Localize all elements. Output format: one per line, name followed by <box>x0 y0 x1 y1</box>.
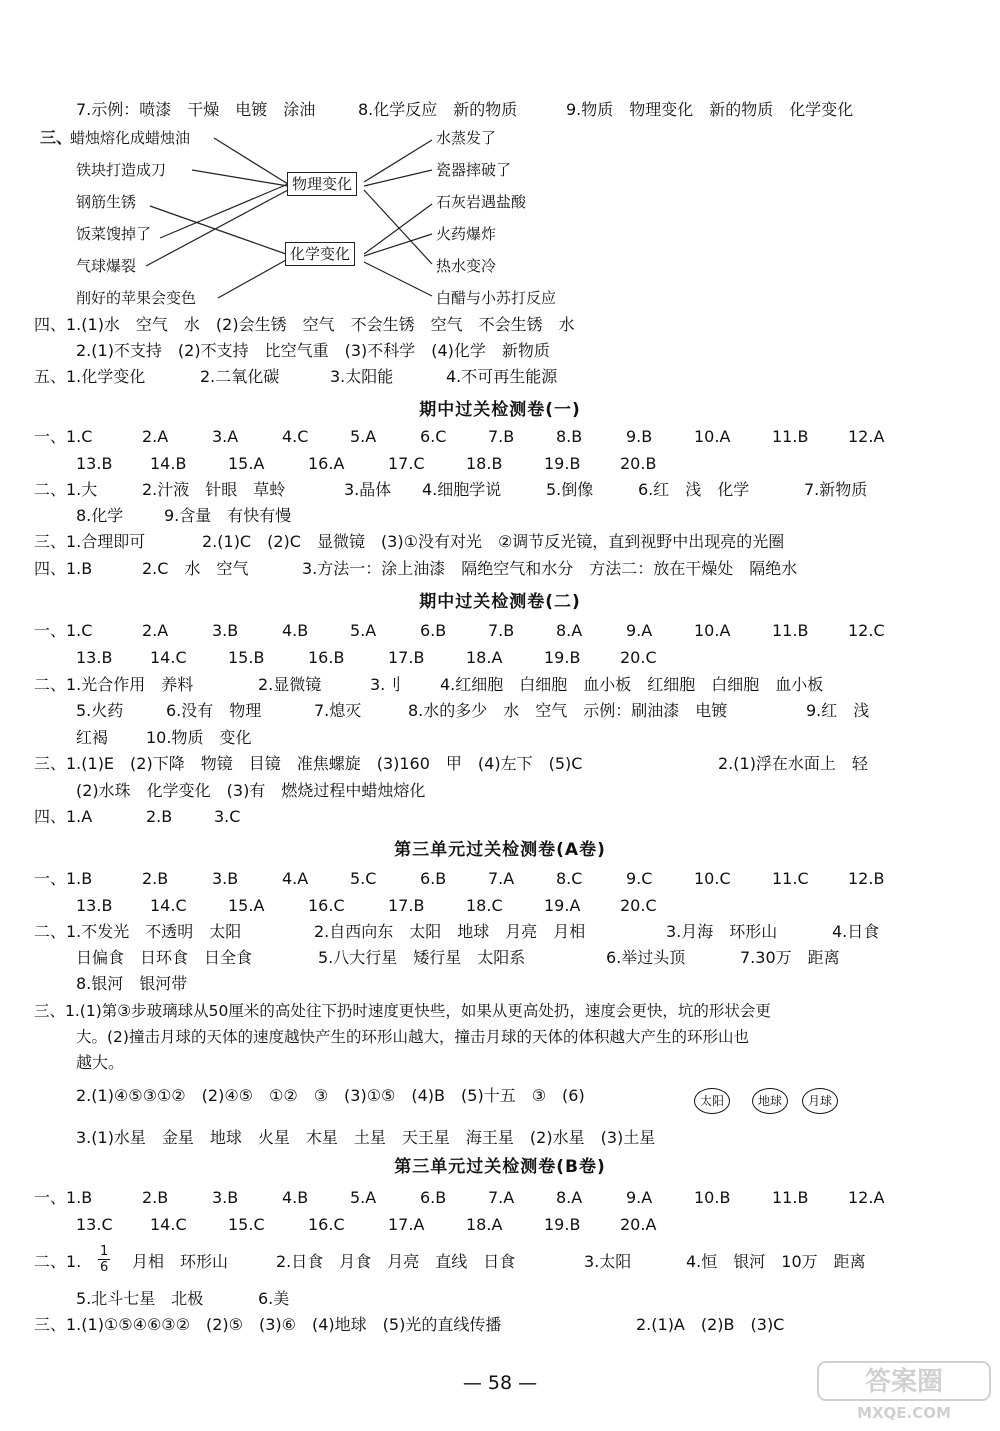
earth-circle: 地球 <box>752 1088 788 1114</box>
right-item: 水蒸发了 <box>436 129 497 147</box>
choice-row <box>0 646 1000 670</box>
choice-row <box>0 1213 1000 1237</box>
answer-item: 5.倒像 <box>546 480 594 499</box>
answer-item: 16.A <box>308 454 345 473</box>
answer-item: 13.B <box>76 648 113 667</box>
fraction-numerator: 1 <box>100 1244 109 1259</box>
answer-item: 3.刂 <box>370 675 402 694</box>
answer-item: 2.日食 月食 月亮 直线 日食 <box>276 1252 516 1271</box>
choice-row <box>0 452 1000 476</box>
answer-item: 6.美 <box>258 1289 290 1308</box>
right-item: 火药爆炸 <box>436 225 497 243</box>
answer-item: 8.化学反应 新的物质 <box>358 100 518 119</box>
answer-item: 2.A <box>142 427 169 446</box>
answer-item: 9.物质 物理变化 新的物质 化学变化 <box>566 100 854 119</box>
right-item: 热水变冷 <box>436 257 497 275</box>
answer-item: 14.C <box>150 896 187 915</box>
answer-item: 12.B <box>848 869 885 888</box>
answer-item: 三、1.(1)E (2)下降 物镜 目镜 准焦螺旋 (3)160 甲 (4)左下 (5)C <box>34 754 583 773</box>
answer-item: 9.红 浅 <box>806 701 870 720</box>
answer-line <box>0 1244 1000 1275</box>
answer-item: 6.B <box>420 621 447 640</box>
answer-item: 2.(1)④⑤③①② (2)④⑤ ①② ③ (3)①⑤ (4)B (5)十五 ③ (6) <box>76 1086 585 1105</box>
svg-text:答案圈: 答案圈 <box>864 1367 944 1397</box>
answer-item: 15.A <box>228 454 265 473</box>
answer-item: 三、1.合理即可 <box>34 532 146 551</box>
answer-item: 18.B <box>466 454 503 473</box>
answer-item: 11.B <box>772 427 809 446</box>
choice-row <box>0 1186 1000 1210</box>
choice-row <box>0 619 1000 643</box>
answer-item: 2.B <box>146 807 173 826</box>
answer-item: 5.火药 <box>76 701 124 720</box>
answer-item: 3.方法一：涂上油漆 隔绝空气和水分 方法二：放在干燥处 隔绝水 <box>302 559 798 578</box>
answer-item: 6.B <box>420 869 447 888</box>
answer-item: 8.水的多少 水 空气 示例：刷油漆 电镀 <box>408 701 728 720</box>
answer-item: 12.A <box>848 427 885 446</box>
answer-line <box>0 673 1000 697</box>
answer-item: 7.B <box>488 427 515 446</box>
answer-item: 8.B <box>556 427 583 446</box>
answer-item: 7.新物质 <box>804 480 868 499</box>
choice-row <box>0 425 1000 449</box>
answer-line <box>0 478 1000 502</box>
answer-item: 二、1.不发光 不透明 太阳 <box>34 922 242 941</box>
answer-item: 14.C <box>150 1215 187 1234</box>
sun-circle: 太阳 <box>694 1088 730 1114</box>
answer-item: 11.B <box>772 621 809 640</box>
right-item: 白醋与小苏打反应 <box>436 289 557 307</box>
answer-item: 5.A <box>350 1188 377 1207</box>
answer-item: 3.A <box>212 427 239 446</box>
answer-item: 2.C 水 空气 <box>142 559 249 578</box>
answer-item: 3.B <box>212 1188 239 1207</box>
answer-item: 4.C <box>282 427 309 446</box>
answer-line <box>0 557 1000 581</box>
answer-item: (2)水珠 化学变化 (3)有 燃烧过程中蜡烛熔化 <box>76 781 426 800</box>
answer-item: 19.B <box>544 454 581 473</box>
answer-item: 3.晶体 <box>344 480 392 499</box>
answer-item: 13.B <box>76 896 113 915</box>
section-title: 第三单元过关检测卷(A卷) <box>394 840 606 860</box>
answer-item: 6.没有 物理 <box>166 701 262 720</box>
answer-item: 5.A <box>350 427 377 446</box>
answer-item: 4.日食 <box>832 922 880 941</box>
category-box-physical: 物理变化 <box>287 172 357 196</box>
answer-item: 14.C <box>150 648 187 667</box>
answer-item: 一、1.B <box>34 1188 93 1207</box>
answer-line <box>0 1084 1000 1108</box>
answer-line <box>0 805 1000 829</box>
answer-item: 大。(2)撞击月球的天体的速度越快产生的环形山越大，撞击月球的天体的体积越大产生的环形山也 <box>76 1028 749 1046</box>
answer-item: 5.北斗七星 北极 <box>76 1289 204 1308</box>
answer-item: 3.(1)水星 金星 地球 火星 木星 土星 天王星 海王星 (2)水星 (3)土星 <box>76 1128 656 1147</box>
answer-item: 二、1.大 <box>34 480 98 499</box>
answer-item: 7.示例：喷漆 干燥 电镀 涂油 <box>76 100 316 119</box>
section-title: 期中过关检测卷(二) <box>419 592 581 612</box>
left-item: 削好的苹果会变色 <box>76 289 197 307</box>
answer-item: 2.(1)浮在水面上 轻 <box>718 754 868 773</box>
answer-item: 19.B <box>544 1215 581 1234</box>
answer-line <box>0 504 1000 528</box>
answer-item: 四、1.B <box>34 559 93 578</box>
answer-line <box>0 313 1000 337</box>
answer-line <box>0 1287 1000 1311</box>
answer-line <box>0 699 1000 723</box>
answer-item: 7.A <box>488 869 515 888</box>
answer-item: 红褐 <box>76 728 109 747</box>
answer-item: 11.C <box>772 869 809 888</box>
answer-item: 4.B <box>282 1188 309 1207</box>
answer-item: 10.C <box>694 869 731 888</box>
answer-item: 日偏食 日环食 日全食 <box>76 948 253 967</box>
answer-item: 7.30万 距离 <box>740 948 840 967</box>
left-item: 饭菜馊掉了 <box>76 225 152 243</box>
answer-item: 9.B <box>626 427 653 446</box>
answer-item: 20.B <box>620 454 657 473</box>
answer-line <box>0 752 1000 776</box>
answer-item: 7.A <box>488 1188 515 1207</box>
answer-item: 月相 环形山 <box>132 1252 229 1271</box>
answer-item: 17.B <box>388 896 425 915</box>
answer-item: 17.B <box>388 648 425 667</box>
answer-item: 6.红 浅 化学 <box>638 480 750 499</box>
answer-item: 8.A <box>556 621 583 640</box>
answer-line <box>0 365 1000 389</box>
answer-line <box>0 999 1000 1023</box>
answer-item: 6.举过头顶 <box>606 948 686 967</box>
answer-item: 四、1.A <box>34 807 93 826</box>
section-marker: 三、 <box>40 128 73 147</box>
answer-item: 10.A <box>694 621 731 640</box>
answer-item: 2.汁液 针眼 草蛉 <box>142 480 286 499</box>
answer-item: 3.太阳 <box>584 1252 632 1271</box>
answer-item: 19.B <box>544 648 581 667</box>
answer-item: 8.C <box>556 869 583 888</box>
answer-item: 17.C <box>388 454 425 473</box>
answer-item: 8.银河 银河带 <box>76 974 188 993</box>
answer-item: 越大。 <box>76 1053 125 1072</box>
category-box-chemical: 化学变化 <box>285 242 355 266</box>
answer-item: 4.不可再生能源 <box>446 367 558 386</box>
answer-line <box>0 1313 1000 1337</box>
answer-item: 7.B <box>488 621 515 640</box>
answer-item: 12.A <box>848 1188 885 1207</box>
answer-line <box>0 339 1000 363</box>
answer-item: 五、1.化学变化 <box>34 367 146 386</box>
moon-circle: 月球 <box>802 1088 838 1114</box>
answer-item: 四、1.(1)水 空气 水 (2)会生锈 空气 不会生锈 空气 不会生锈 水 <box>34 315 575 334</box>
answer-item: 一、1.B <box>34 869 93 888</box>
answer-line <box>0 530 1000 554</box>
answer-item: 一、1.C <box>34 621 93 640</box>
fraction <box>98 1244 110 1275</box>
answer-item: 三、1.(1)第③步玻璃球从50厘米的高处往下扔时速度更快些，如果从更高处扔，速度会更快，坑的形状会更 <box>34 1002 771 1020</box>
answer-item: 4.红细胞 白细胞 血小板 红细胞 白细胞 血小板 <box>440 675 824 694</box>
answer-item: 20.A <box>620 1215 657 1234</box>
answer-item: 2.A <box>142 621 169 640</box>
answer-item: 14.B <box>150 454 187 473</box>
answer-item: 3.太阳能 <box>330 367 394 386</box>
answer-item: 2.(1)A (2)B (3)C <box>636 1315 785 1334</box>
fraction-denominator: 6 <box>100 1260 109 1275</box>
right-item: 石灰岩遇盐酸 <box>436 193 527 211</box>
answer-line <box>0 1025 1000 1049</box>
choice-row <box>0 894 1000 918</box>
choice-row <box>0 867 1000 891</box>
answer-item: 5.八大行星 矮行星 太阳系 <box>318 948 526 967</box>
answer-item: 4.恒 银河 10万 距离 <box>686 1252 866 1271</box>
answer-item: 20.C <box>620 648 657 667</box>
answer-item: 5.C <box>350 869 377 888</box>
answer-item: 17.A <box>388 1215 425 1234</box>
answer-line <box>0 726 1000 750</box>
answer-item: 5.A <box>350 621 377 640</box>
answer-item: 2.二氧化碳 <box>200 367 280 386</box>
answer-item: 16.C <box>308 896 345 915</box>
section-title: 第三单元过关检测卷(B卷) <box>394 1157 606 1177</box>
answer-item: 9.含量 有快有慢 <box>164 506 292 525</box>
answer-item: 2.(1)C (2)C 显微镜 (3)①没有对光 ②调节反光镜，直到视野中出现亮的光圈 <box>202 532 785 551</box>
answer-item: 3.C <box>214 807 241 826</box>
left-item: 气球爆裂 <box>76 257 137 275</box>
answer-item: 15.A <box>228 896 265 915</box>
answer-item: 9.A <box>626 621 653 640</box>
answer-item: 16.B <box>308 648 345 667</box>
answer-item: 2.显微镜 <box>258 675 322 694</box>
answer-item: 19.A <box>544 896 581 915</box>
answer-item: 6.C <box>420 427 447 446</box>
answer-item: 10.物质 变化 <box>146 728 252 747</box>
answer-item: 一、1.C <box>34 427 93 446</box>
svg-text:MXQE.COM: MXQE.COM <box>857 1404 951 1422</box>
left-item: 钢筋生锈 <box>76 193 137 211</box>
right-item: 瓷器摔破了 <box>436 161 512 179</box>
answer-item: 10.A <box>694 427 731 446</box>
answer-item: 4.细胞学说 <box>422 480 502 499</box>
answer-item: 12.C <box>848 621 885 640</box>
answer-item: 9.C <box>626 869 653 888</box>
answer-item: 11.B <box>772 1188 809 1207</box>
answer-item: 3.B <box>212 621 239 640</box>
answer-item: 20.C <box>620 896 657 915</box>
page-number: — 58 — <box>462 1372 538 1394</box>
answer-item: 4.B <box>282 621 309 640</box>
left-item: 铁块打造成刀 <box>76 161 167 179</box>
answer-item: 13.B <box>76 454 113 473</box>
answer-item: 2.自西向东 太阳 地球 月亮 月相 <box>314 922 586 941</box>
answer-item: 7.熄灭 <box>314 701 362 720</box>
answer-item: 2.(1)不支持 (2)不支持 比空气重 (3)不科学 (4)化学 新物质 <box>76 341 550 360</box>
answer-item: 三、1.(1)①⑤④⑥③② (2)⑤ (3)⑥ (4)地球 (5)光的直线传播 <box>34 1315 502 1334</box>
answer-item: 3.月海 环形山 <box>666 922 778 941</box>
answer-item: 16.C <box>308 1215 345 1234</box>
left-item: 蜡烛熔化成蜡烛油 <box>70 129 191 147</box>
answer-item: 15.C <box>228 1215 265 1234</box>
answer-line <box>0 1126 1000 1150</box>
answer-item: 8.化学 <box>76 506 124 525</box>
answer-line <box>0 946 1000 970</box>
answer-item: 3.B <box>212 869 239 888</box>
answer-line <box>0 1051 1000 1075</box>
answer-item: 二、1.光合作用 养料 <box>34 675 194 694</box>
answer-item: 18.A <box>466 648 503 667</box>
answer-item: 6.B <box>420 1188 447 1207</box>
answer-item: 10.B <box>694 1188 731 1207</box>
answer-item: 18.C <box>466 896 503 915</box>
answer-line <box>0 920 1000 944</box>
answer-item: 15.B <box>228 648 265 667</box>
watermark-logo <box>816 1360 992 1422</box>
answer-item: 2.B <box>142 1188 169 1207</box>
answer-item: 9.A <box>626 1188 653 1207</box>
answer-item: 二、1. <box>34 1252 82 1271</box>
answer-item: 2.B <box>142 869 169 888</box>
answer-item: 13.C <box>76 1215 113 1234</box>
answer-line <box>0 972 1000 996</box>
answer-item: 18.A <box>466 1215 503 1234</box>
answer-item: 8.A <box>556 1188 583 1207</box>
section-title: 期中过关检测卷(一) <box>419 400 581 420</box>
answer-line <box>0 779 1000 803</box>
answer-item: 4.A <box>282 869 309 888</box>
